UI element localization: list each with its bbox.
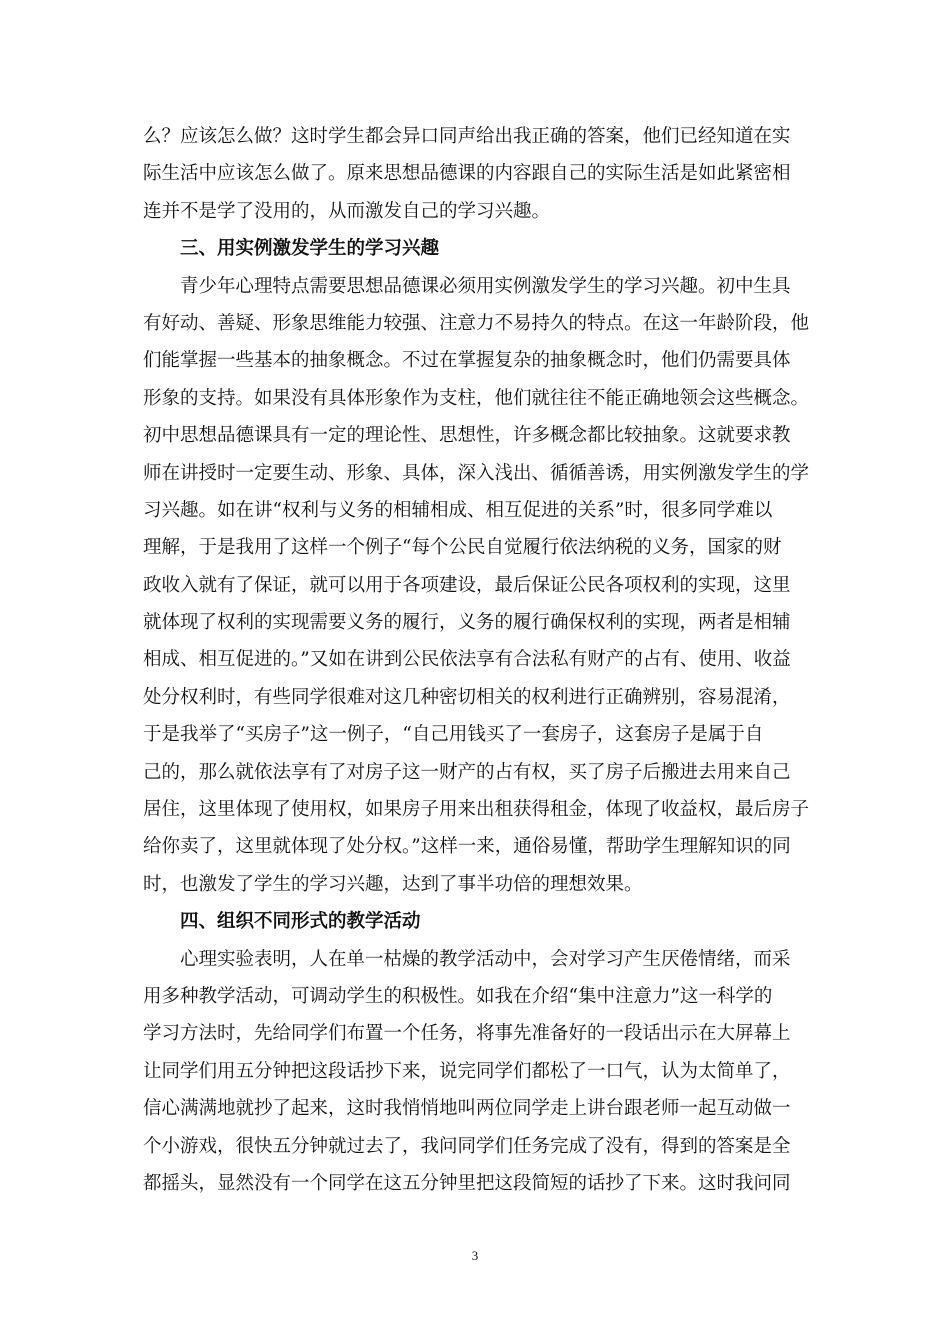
text-line: 习兴趣。如在讲“权利与义务的相辅相成、相互促进的关系”时，很多同学难以 <box>143 499 773 521</box>
text-line: 信心满满地就抄了起来，这时我悄悄地叫两位同学走上讲台跟老师一起互动做一 <box>143 1098 791 1120</box>
text-line: 心理实验表明，人在单一枯燥的教学活动中，会对学习产生厌倦情绪，而采 <box>180 948 791 970</box>
paragraph-continued <box>143 118 823 230</box>
text-line: 居住，这里体现了使用权，如果房子用来出租获得租金，体现了收益权，最后房子 <box>143 799 810 821</box>
page-body <box>143 118 823 1202</box>
text-line: 青少年心理特点需要思想品德课必须用实例激发学生的学习兴趣。初中生具 <box>180 275 791 297</box>
text-line: 个小游戏，很快五分钟就过去了，我问同学们任务完成了没有，得到的答案是全 <box>143 1135 791 1157</box>
text-line: 相成、相互促进的。”又如在讲到公民依法享有合法私有财产的占有、使用、收益 <box>143 649 791 671</box>
text-line: 么？应该怎么做？这时学生都会异口同声给出我正确的答案，他们已经知道在实 <box>143 126 791 147</box>
text-line: 们能掌握一些基本的抽象概念。不过在掌握复杂的抽象概念时，他们仍需要具体 <box>143 350 791 372</box>
text-line: 师在讲授时一定要生动、形象、具体，深入浅出、循循善诱，用实例激发学生的学 <box>143 462 810 484</box>
text-line: 处分权利时，有些同学很难对这几种密切相关的权利进行正确辨别，容易混淆， <box>143 686 791 708</box>
text-line: 政收入就有了保证，就可以用于各项建设，最后保证公民各项权利的实现，这里 <box>143 574 791 596</box>
text-line: 初中思想品德课具有一定的理论性、思想性，许多概念都比较抽象。这就要求教 <box>143 425 791 447</box>
text-line: 己的，那么就依法享有了对房子这一财产的占有权，买了房子后搬进去用来自己 <box>143 761 791 783</box>
text-line: 际生活中应该怎么做了。原来思想品德课的内容跟自己的实际生活是如此紧密相 <box>143 163 791 185</box>
text-line: 于是我举了“买房子”这一例子，“自己用钱买了一套房子，这套房子是属于自 <box>143 724 764 746</box>
section-heading-4: 四、组织不同形式的教学活动 <box>180 911 421 933</box>
page-number: 3 <box>471 1248 479 1263</box>
text-line: 理解，于是我用了这样一个例子“每个公民自觉履行依法纳税的义务，国家的财 <box>143 537 782 559</box>
text-line: 连并不是学了没用的，从而激发自己的学习兴趣。 <box>143 200 551 222</box>
text-line: 学习方法时，先给同学们布置一个任务，将事先准备好的一段话出示在大屏幕上 <box>143 1023 791 1045</box>
paragraph-examples <box>143 268 823 904</box>
text-line: 用多种教学活动，可调动学生的积极性。如我在介绍“集中注意力”这一科学的 <box>143 985 773 1007</box>
text-line: 时，也激发了学生的学习兴趣，达到了事半功倍的理想效果。 <box>143 873 643 895</box>
text-line: 让同学们用五分钟把这段话抄下来，说完同学们都松了一口气，认为太简单了， <box>143 1060 791 1082</box>
section-heading-3: 三、用实例激发学生的学习兴趣 <box>180 238 440 260</box>
text-line: 就体现了权利的实现需要义务的履行，义务的履行确保权利的实现，两者是相辅 <box>143 612 791 634</box>
paragraph-activities <box>143 941 823 1203</box>
text-line: 给你卖了，这里就体现了处分权。”这样一来，通俗易懂，帮助学生理解知识的同 <box>143 836 791 858</box>
text-line: 都摇头，显然没有一个同学在这五分钟里把这段简短的话抄了下来。这时我问同 <box>143 1172 791 1194</box>
text-line: 有好动、善疑、形象思维能力较强、注意力不易持久的特点。在这一年龄阶段，他 <box>143 312 810 334</box>
text-line: 形象的支持。如果没有具体形象作为支柱，他们就往往不能正确地领会这些概念。 <box>143 387 810 409</box>
